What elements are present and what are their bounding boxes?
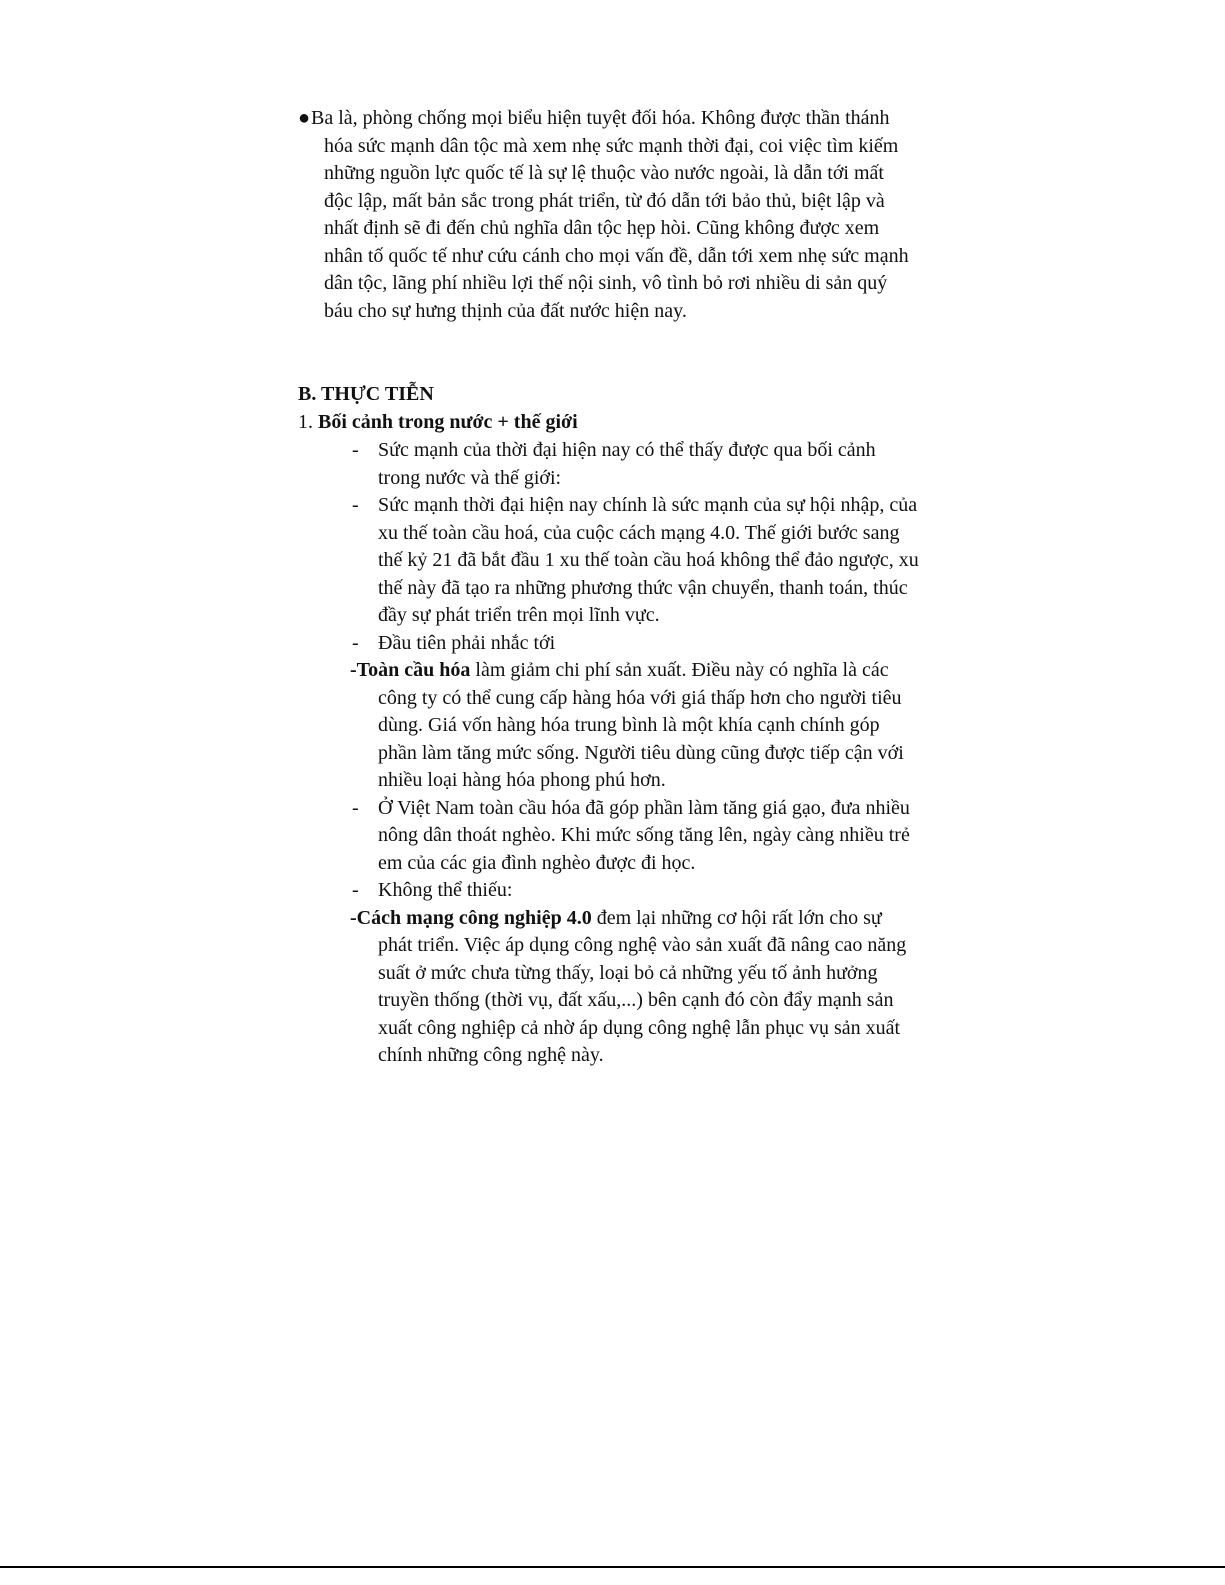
page-bottom-border bbox=[0, 1566, 1225, 1568]
item1-line-2: trong nước và thế giới: bbox=[378, 466, 562, 489]
globalization-line-3: dùng. Giá vốn hàng hóa trung bình là một khía cạnh chính góp bbox=[378, 714, 880, 736]
industry-line-3: suất ở mức chưa từng thấy, loại bỏ cả những yếu tố ảnh hưởng bbox=[378, 961, 878, 984]
intro-line-5: nhất định sẽ đi đến chủ nghĩa dân tộc hẹp hòi. Cũng không được xem bbox=[324, 217, 880, 239]
item4-line-1: Ở Việt Nam toàn cầu hóa đã góp phần làm tăng giá gạo, đưa nhiều bbox=[378, 796, 910, 819]
intro-line-7: dân tộc, lãng phí nhiều lợi thế nội sinh, vô tình bỏ rơi nhiều di sản quý bbox=[324, 272, 888, 294]
globalization-line-1 bbox=[350, 657, 889, 685]
intro-line-2: hóa sức mạnh dân tộc mà xem nhẹ sức mạnh thời đại, coi việc tìm kiếm bbox=[324, 134, 899, 157]
industry-line-5: xuất công nghiệp cả nhờ áp dụng công nghệ lẫn phục vụ sản xuất bbox=[378, 1016, 901, 1039]
globalization-line-4: phần làm tăng mức sống. Người tiêu dùng cũng được tiếp cận với bbox=[378, 741, 904, 764]
dash-1: - bbox=[352, 439, 359, 461]
item4-line-3: em của các gia đình nghèo được đi học. bbox=[378, 851, 696, 874]
industry-line-6: chính những công nghệ này. bbox=[378, 1044, 604, 1066]
dash-5: - bbox=[352, 879, 359, 901]
dash-4: - bbox=[352, 796, 359, 819]
intro-line-6: nhân tố quốc tế như cứu cánh cho mọi vấn đề, dẫn tới xem nhẹ sức mạnh bbox=[324, 244, 909, 267]
intro-line-8: báu cho sự hưng thịnh của đất nước hiện nay. bbox=[324, 299, 687, 322]
bullet-icon: ● bbox=[298, 107, 311, 129]
intro-line-3: những nguồn lực quốc tế là sự lệ thuộc vào nước ngoài, là dẫn tới mất bbox=[324, 162, 884, 184]
subheading-text: Bối cảnh trong nước + thế giới bbox=[318, 411, 578, 433]
subheading bbox=[298, 409, 578, 437]
item5-text: Không thể thiếu: bbox=[378, 879, 513, 901]
intro-line-1: Ba là, phòng chống mọi biểu hiện tuyệt đối hóa. Không được thần thánh bbox=[311, 107, 890, 129]
item2-line-1: Sức mạnh thời đại hiện nay chính là sức mạnh của sự hội nhập, của bbox=[378, 494, 918, 516]
item2-line-3: thế kỷ 21 đã bắt đầu 1 xu thế toàn cầu hoá không thể đảo ngược, xu bbox=[378, 549, 919, 571]
item4-line-2: nông dân thoát nghèo. Khi mức sống tăng lên, ngày càng nhiều trẻ bbox=[378, 824, 910, 846]
globalization-line-2: công ty có thể cung cấp hàng hóa với giá thấp hơn cho người tiêu bbox=[378, 686, 902, 709]
item2-line-4: thế này đã tạo ra những phương thức vận chuyển, thanh toán, thúc bbox=[378, 576, 908, 599]
intro-line-4: độc lập, mất bản sắc trong phát triển, từ đó dẫn tới bảo thủ, biệt lập và bbox=[324, 189, 885, 212]
subheading-number: 1. bbox=[298, 411, 318, 433]
item2-line-2: xu thế toàn cầu hoá, của cuộc cách mạng 4.0. Thế giới bước sang bbox=[378, 521, 900, 544]
industry-line-2: phát triển. Việc áp dụng công nghệ vào sản xuất đã nâng cao năng bbox=[378, 934, 907, 956]
dash-3: - bbox=[352, 631, 359, 654]
globalization-line-5: nhiều loại hàng hóa phong phú hơn. bbox=[378, 769, 666, 791]
item3-text: Đầu tiên phải nhắc tới bbox=[378, 631, 556, 654]
section-heading: B. THỰC TIỄN bbox=[298, 383, 434, 405]
industry-lead: -Cách mạng công nghiệp 4.0 bbox=[350, 906, 592, 929]
item1-line-1: Sức mạnh của thời đại hiện nay có thể thấy được qua bối cảnh bbox=[378, 439, 876, 461]
industry-first-rest: đem lại những cơ hội rất lớn cho sự bbox=[591, 906, 882, 929]
industry-line-1 bbox=[350, 905, 882, 933]
globalization-lead: -Toàn cầu hóa bbox=[350, 659, 471, 681]
globalization-first-rest: làm giảm chi phí sản xuất. Điều này có nghĩa là các bbox=[470, 659, 889, 681]
dash-2: - bbox=[352, 494, 359, 516]
item2-line-5: đầy sự phát triển trên mọi lĩnh vực. bbox=[378, 604, 660, 626]
industry-line-4: truyền thống (thời vụ, đất xấu,...) bên cạnh đó còn đẩy mạnh sản bbox=[378, 989, 894, 1011]
